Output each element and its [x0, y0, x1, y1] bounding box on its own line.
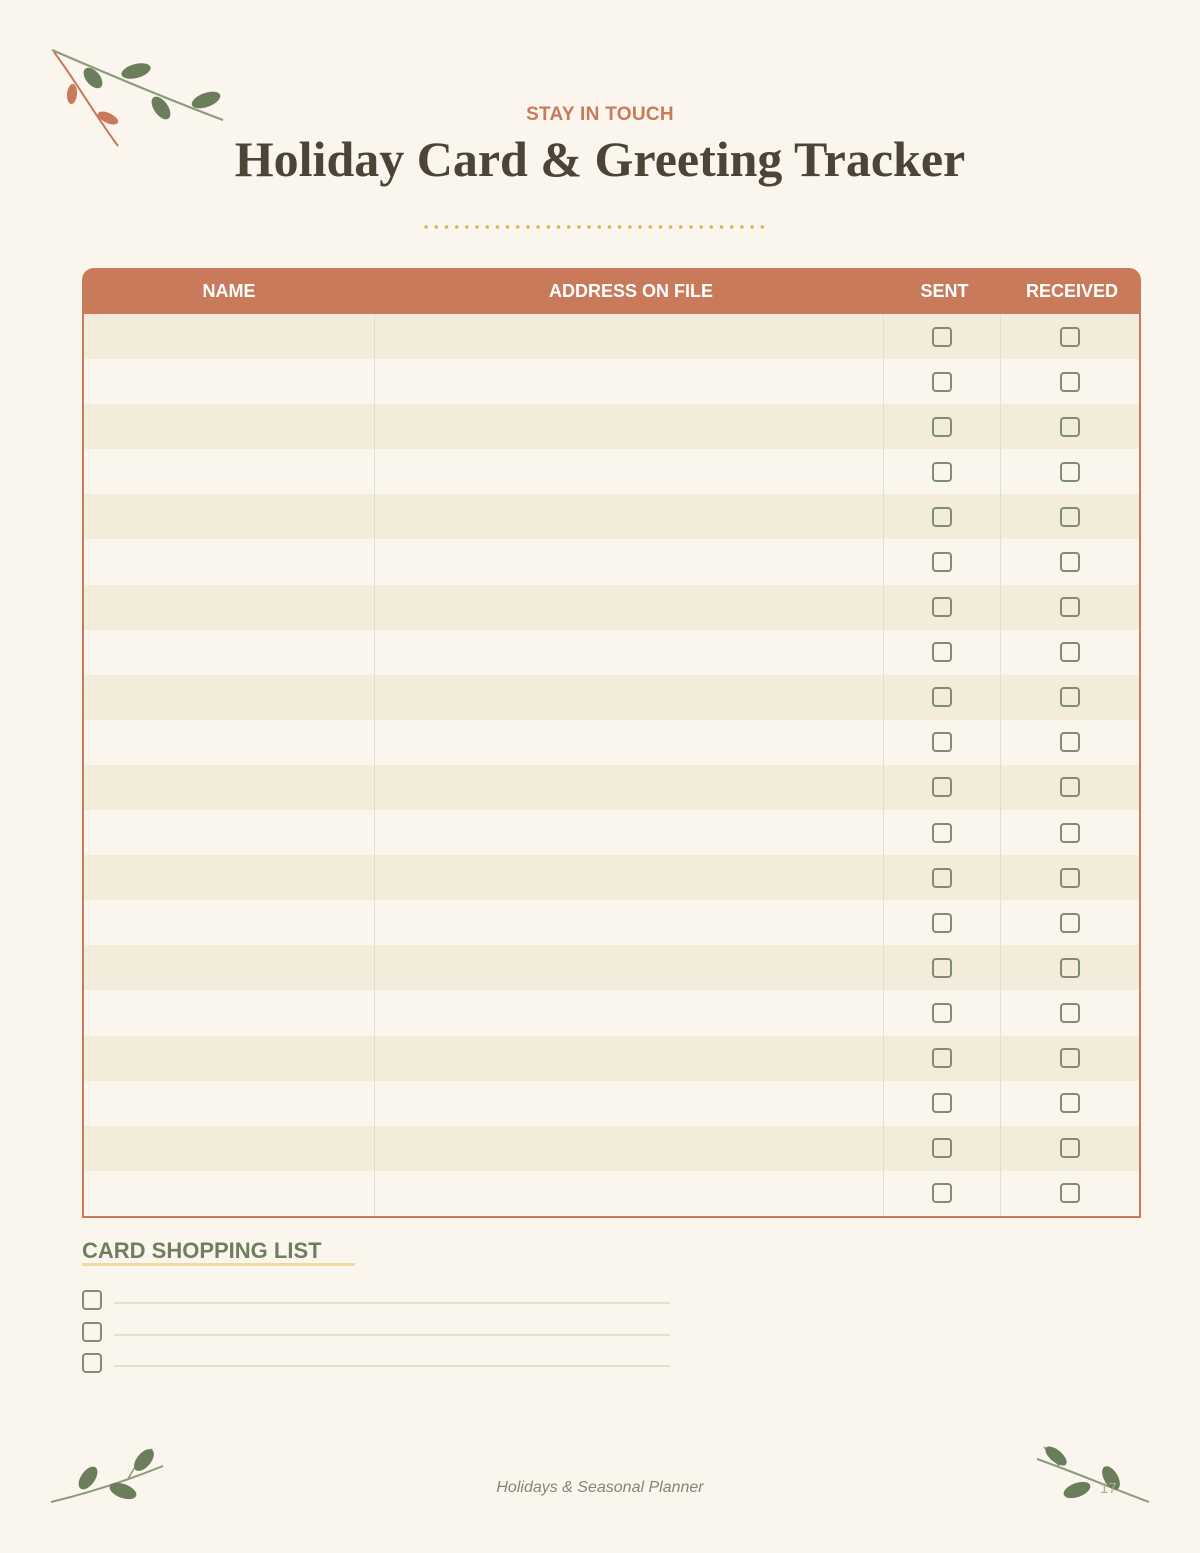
table-row [84, 810, 1139, 855]
table-row [84, 855, 1139, 900]
address-cell[interactable] [375, 900, 884, 945]
sent-checkbox[interactable] [932, 1183, 952, 1203]
received-cell [1001, 539, 1139, 584]
sent-cell [884, 1171, 1001, 1216]
name-cell[interactable] [84, 404, 375, 449]
table-row [84, 1126, 1139, 1171]
sent-cell [884, 1126, 1001, 1171]
write-in-line[interactable] [114, 1334, 670, 1336]
sent-checkbox[interactable] [932, 868, 952, 888]
name-cell[interactable] [84, 855, 375, 900]
received-cell [1001, 810, 1139, 855]
name-cell[interactable] [84, 314, 375, 359]
sent-cell [884, 494, 1001, 539]
shopping-item-checkbox[interactable] [82, 1353, 102, 1373]
name-cell[interactable] [84, 585, 375, 630]
dotted-divider [421, 224, 769, 230]
received-cell [1001, 404, 1139, 449]
column-header-name: NAME [202, 280, 256, 301]
address-cell[interactable] [375, 449, 884, 494]
received-checkbox[interactable] [1060, 597, 1080, 617]
name-cell[interactable] [84, 449, 375, 494]
eyebrow-text: STAY IN TOUCH [526, 104, 674, 125]
address-cell[interactable] [375, 314, 884, 359]
received-checkbox[interactable] [1060, 868, 1080, 888]
name-cell[interactable] [84, 990, 375, 1035]
address-cell[interactable] [375, 1036, 884, 1081]
write-in-line[interactable] [114, 1302, 670, 1304]
sent-cell [884, 359, 1001, 404]
sent-cell [884, 1081, 1001, 1126]
address-cell[interactable] [375, 1081, 884, 1126]
received-cell [1001, 900, 1139, 945]
address-cell[interactable] [375, 539, 884, 584]
sent-checkbox[interactable] [932, 823, 952, 843]
shopping-item-checkbox[interactable] [82, 1322, 102, 1342]
sent-checkbox[interactable] [932, 913, 952, 933]
sent-cell [884, 1036, 1001, 1081]
name-cell[interactable] [84, 1036, 375, 1081]
address-cell[interactable] [375, 1171, 884, 1216]
name-cell[interactable] [84, 1171, 375, 1216]
address-cell[interactable] [375, 810, 884, 855]
sent-checkbox[interactable] [932, 732, 952, 752]
table-row [84, 675, 1139, 720]
table-row [84, 359, 1139, 404]
name-cell[interactable] [84, 720, 375, 765]
table-row [84, 900, 1139, 945]
address-cell[interactable] [375, 585, 884, 630]
received-cell [1001, 1036, 1139, 1081]
name-cell[interactable] [84, 810, 375, 855]
sent-checkbox[interactable] [932, 327, 952, 347]
footer-text: Holidays & Seasonal Planner [496, 1479, 704, 1496]
sent-cell [884, 765, 1001, 810]
received-cell [1001, 855, 1139, 900]
name-cell[interactable] [84, 900, 375, 945]
address-cell[interactable] [375, 990, 884, 1035]
table-row [84, 945, 1139, 990]
received-checkbox[interactable] [1060, 327, 1080, 347]
page-title: Holiday Card & Greeting Tracker [234, 131, 966, 187]
received-cell [1001, 585, 1139, 630]
sent-cell [884, 900, 1001, 945]
sent-checkbox[interactable] [932, 687, 952, 707]
table-row [84, 314, 1139, 359]
sent-cell [884, 855, 1001, 900]
write-in-line[interactable] [114, 1365, 670, 1367]
sent-cell [884, 630, 1001, 675]
tracker-table [82, 268, 1141, 1218]
sent-checkbox[interactable] [932, 958, 952, 978]
table-row [84, 630, 1139, 675]
name-cell[interactable] [84, 359, 375, 404]
column-header-sent: SENT [920, 280, 969, 301]
received-cell [1001, 675, 1139, 720]
received-checkbox[interactable] [1060, 687, 1080, 707]
sent-checkbox[interactable] [932, 597, 952, 617]
received-checkbox[interactable] [1060, 958, 1080, 978]
shopping-item-checkbox[interactable] [82, 1290, 102, 1310]
address-cell[interactable] [375, 720, 884, 765]
sent-cell [884, 720, 1001, 765]
sent-cell [884, 990, 1001, 1035]
page-number: 17 [1100, 1480, 1117, 1497]
received-checkbox[interactable] [1060, 732, 1080, 752]
table-row [84, 585, 1139, 630]
shopping-list-item [82, 1353, 672, 1373]
name-cell[interactable] [84, 1081, 375, 1126]
table-row [84, 765, 1139, 810]
received-cell [1001, 630, 1139, 675]
table-header [82, 268, 1141, 314]
received-checkbox[interactable] [1060, 552, 1080, 572]
table-row [84, 720, 1139, 765]
sent-cell [884, 539, 1001, 584]
address-cell[interactable] [375, 494, 884, 539]
received-cell [1001, 1171, 1139, 1216]
address-cell[interactable] [375, 675, 884, 720]
sent-checkbox[interactable] [932, 1048, 952, 1068]
received-checkbox[interactable] [1060, 1183, 1080, 1203]
received-cell [1001, 990, 1139, 1035]
table-row [84, 494, 1139, 539]
address-cell[interactable] [375, 404, 884, 449]
received-checkbox[interactable] [1060, 372, 1080, 392]
sent-cell [884, 314, 1001, 359]
name-cell[interactable] [84, 494, 375, 539]
received-cell [1001, 720, 1139, 765]
received-checkbox[interactable] [1060, 913, 1080, 933]
table-row [84, 1036, 1139, 1081]
table-row [84, 404, 1139, 449]
shopping-list-item [82, 1290, 672, 1310]
received-checkbox[interactable] [1060, 417, 1080, 437]
received-checkbox[interactable] [1060, 1138, 1080, 1158]
sent-cell [884, 810, 1001, 855]
sent-checkbox[interactable] [932, 552, 952, 572]
sent-cell [884, 404, 1001, 449]
sent-checkbox[interactable] [932, 372, 952, 392]
name-cell[interactable] [84, 675, 375, 720]
sent-checkbox[interactable] [932, 507, 952, 527]
table-row [84, 449, 1139, 494]
address-cell[interactable] [375, 945, 884, 990]
sent-checkbox[interactable] [932, 642, 952, 662]
address-cell[interactable] [375, 765, 884, 810]
received-cell [1001, 1126, 1139, 1171]
sent-checkbox[interactable] [932, 1093, 952, 1113]
received-checkbox[interactable] [1060, 777, 1080, 797]
address-cell[interactable] [375, 359, 884, 404]
sent-cell [884, 585, 1001, 630]
sent-checkbox[interactable] [932, 777, 952, 797]
shopping-list-title: CARD SHOPPING LIST [82, 1238, 322, 1263]
table-row [84, 1081, 1139, 1126]
name-cell[interactable] [84, 539, 375, 584]
sent-checkbox[interactable] [932, 1138, 952, 1158]
sent-checkbox[interactable] [932, 1003, 952, 1023]
address-cell[interactable] [375, 855, 884, 900]
received-checkbox[interactable] [1060, 1003, 1080, 1023]
section-underline [82, 1263, 355, 1266]
table-row [84, 1171, 1139, 1216]
address-cell[interactable] [375, 630, 884, 675]
received-checkbox[interactable] [1060, 462, 1080, 482]
received-checkbox[interactable] [1060, 1093, 1080, 1113]
received-checkbox[interactable] [1060, 507, 1080, 527]
sent-cell [884, 945, 1001, 990]
table-row [84, 990, 1139, 1035]
column-header-received: RECEIVED [1025, 280, 1119, 301]
name-cell[interactable] [84, 945, 375, 990]
received-cell [1001, 1081, 1139, 1126]
received-cell [1001, 449, 1139, 494]
sent-checkbox[interactable] [932, 417, 952, 437]
name-cell[interactable] [84, 1126, 375, 1171]
received-cell [1001, 494, 1139, 539]
received-cell [1001, 314, 1139, 359]
received-cell [1001, 945, 1139, 990]
received-checkbox[interactable] [1060, 1048, 1080, 1068]
column-header-address: ADDRESS ON FILE [548, 280, 713, 301]
table-row [84, 539, 1139, 584]
sent-cell [884, 449, 1001, 494]
sent-cell [884, 675, 1001, 720]
received-checkbox[interactable] [1060, 642, 1080, 662]
name-cell[interactable] [84, 630, 375, 675]
received-cell [1001, 765, 1139, 810]
address-cell[interactable] [375, 1126, 884, 1171]
shopping-list-item [82, 1322, 672, 1342]
name-cell[interactable] [84, 765, 375, 810]
received-checkbox[interactable] [1060, 823, 1080, 843]
table-body [82, 314, 1141, 1218]
received-cell [1001, 359, 1139, 404]
sent-checkbox[interactable] [932, 462, 952, 482]
